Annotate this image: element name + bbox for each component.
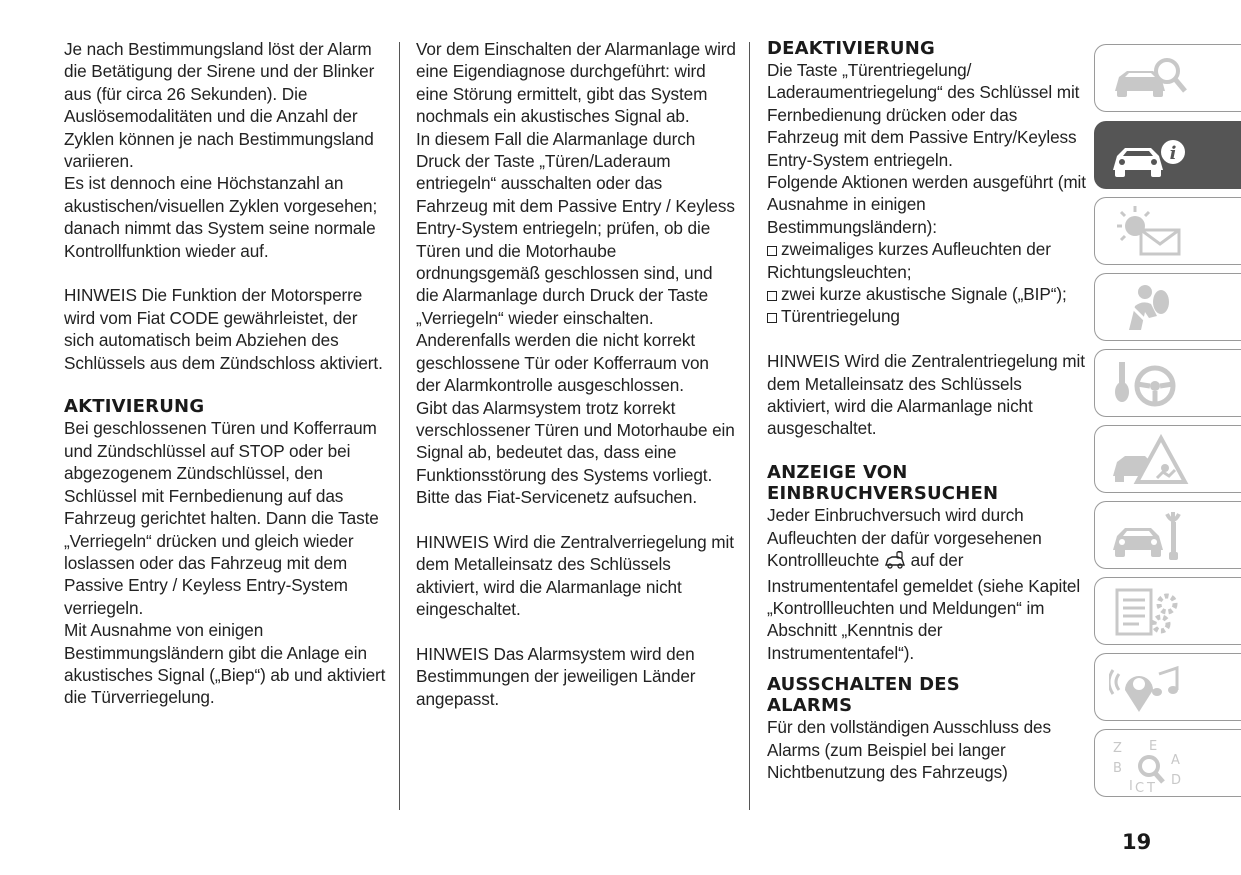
paragraph: Je nach Bestimmungsland löst der Alarm die Betätigung der Sirene und der Blinker aus (für circa 26 Sekunden). Die Auslösemodalitäten und die Anzahl der Zyklen können je nach Bestimmungsland variieren. xyxy=(64,39,375,172)
section-heading-aktivierung: AKTIVIERUNG xyxy=(64,396,205,418)
chapter-tab-9[interactable] xyxy=(1094,653,1241,721)
column-1 xyxy=(64,38,386,709)
section-heading-deaktivierung: DEAKTIVIERUNG xyxy=(767,38,935,59)
note-paragraph: HINWEIS Die Funktion der Motorsperre wird vom Fiat CODE gewährleistet, der sich automatisch beim Abziehen des Schlüssels aus dem Zündschloss aktiviert. xyxy=(64,285,383,373)
paragraph: Die Taste „Türentriegelung/ Laderaumentriegelung“ des Schlüssel mit Fernbedienung drücken oder das Fahrzeug mit dem Passive Entry/Keyless Entry-System entriegeln. xyxy=(767,60,1080,170)
svg-text:E: E xyxy=(1149,739,1158,754)
column-2 xyxy=(416,38,738,710)
light-envelope-icon xyxy=(1109,204,1189,260)
paragraph: Für den vollständigen Ausschluss des Alarms (zum Beispiel bei langer Nichtbenutzung des Fahrzeugs) xyxy=(767,717,1051,782)
svg-text:I: I xyxy=(1129,779,1133,792)
section-heading-ausschalten: AUSSCHALTEN DES ALARMS xyxy=(767,674,960,717)
chapter-tab-6[interactable] xyxy=(1094,425,1241,493)
svg-text:A: A xyxy=(1171,753,1180,768)
section-heading-anzeige: ANZEIGE VON EINBRUCHVERSUCHEN xyxy=(767,462,999,505)
column-divider-right xyxy=(749,42,750,810)
chapter-tab-4[interactable] xyxy=(1094,273,1241,341)
svg-text:i: i xyxy=(1169,143,1177,164)
svg-text:Z: Z xyxy=(1113,741,1122,756)
paragraph: Es ist dennoch eine Höchstanzahl an akustischen/visuellen Zyklen vorgesehen; danach nimmt das System seine normale Kontrollfunktion wieder auf. xyxy=(64,173,378,261)
list-item: Türentriegelung xyxy=(767,305,1089,327)
paragraph: Bei geschlossenen Türen und Kofferraum und Zündschlüssel auf STOP oder bei abgezogenem Zündschlüssel, den Schlüssel mit Fernbedienung auf das Fahrzeug gerichtet halten. Dann die Taste „Verriegeln“ drücken und gleich wieder loslassen oder das Fahrzeug mit dem Passive Entry / Keyless Entry-System verriegeln. xyxy=(64,418,379,618)
car-warning-icon xyxy=(1109,432,1189,488)
car-search-icon xyxy=(1109,51,1189,107)
svg-text:B: B xyxy=(1113,761,1122,776)
paragraph: Folgende Aktionen werden ausgeführt (mit Ausnahme in einigen Bestimmungsländern): xyxy=(767,172,1086,237)
car-wrench-icon xyxy=(1109,508,1189,564)
chapter-tab-5[interactable] xyxy=(1094,349,1241,417)
list-gears-icon xyxy=(1109,584,1189,640)
paragraph: Anderenfalls werden die nicht korrekt geschlossene Tür oder Kofferraum von der Alarmkontrolle ausgeschlossen. xyxy=(416,330,709,396)
note-paragraph: HINWEIS Wird die Zentralverriegelung mit dem Metalleinsatz des Schlüssels aktiviert, wird die Alarmanlage nicht eingeschaltet. xyxy=(416,531,734,620)
chapter-tab-7[interactable] xyxy=(1094,501,1241,569)
column-divider-left xyxy=(399,42,400,810)
paragraph: Vor dem Einschalten der Alarmanlage wird eine Eigendiagnose durchgeführt: wird eine Störung ermittelt, gibt das System nochmals ein akustisches Signal ab. xyxy=(416,39,736,127)
paragraph: Mit Ausnahme von einigen Bestimmungsländern gibt die Anlage ein akustisches Signal („Biep“) ab und aktiviert die Türverriegelung. xyxy=(64,620,386,708)
bullet-square-icon xyxy=(767,246,777,256)
svg-text:D: D xyxy=(1171,773,1182,788)
paragraph: Gibt das Alarmsystem trotz korrekt verschlossener Türen und Motorhaube ein Signal ab, bedeutet das, dass eine Funktionsstörung des Systems vorliegt. Bitte das Fiat-Servicenetz aufsuchen. xyxy=(416,397,735,508)
svg-text:T: T xyxy=(1147,781,1155,792)
key-steering-icon xyxy=(1109,356,1189,412)
chapter-tab-8[interactable] xyxy=(1094,577,1241,645)
car-info-icon xyxy=(1109,128,1189,184)
note-paragraph: HINWEIS Das Alarmsystem wird den Bestimmungen der jeweiligen Länder angepasst. xyxy=(416,643,696,709)
media-navigation-icon xyxy=(1109,660,1189,716)
airbag-person-icon xyxy=(1109,280,1189,336)
column-3 xyxy=(767,38,1089,783)
car-alarm-warning-icon xyxy=(884,551,906,574)
svg-text:C: C xyxy=(1135,781,1145,792)
bullet-square-icon xyxy=(767,313,777,323)
chapter-tab-10[interactable] xyxy=(1094,729,1241,797)
chapter-tab-1[interactable] xyxy=(1094,44,1241,112)
list-item: zwei kurze akustische Signale („BIP“); xyxy=(767,283,1089,305)
bullet-square-icon xyxy=(767,291,777,301)
note-paragraph: HINWEIS Wird die Zentralentriegelung mit dem Metalleinsatz des Schlüssels aktiviert, wird die Alarmanlage nicht ausgeschaltet. xyxy=(767,351,1085,439)
page-number: 19 xyxy=(1122,830,1152,854)
alphabet-search-icon xyxy=(1109,736,1189,792)
paragraph: Jeder Einbruchversuch wird durch Aufleuchten der dafür vorgesehenen Kontrollleuchte auf der Instrumententafel gemeldet (siehe Kapitel „Kontrollleuchten und Meldungen“ im Abschnitt „Kenntnis der Instrumententafel“). xyxy=(767,505,1081,663)
chapter-tab-2-active[interactable] xyxy=(1094,121,1241,189)
list-item: zweimaliges kurzes Aufleuchten der Richtungsleuchten; xyxy=(767,239,1051,282)
paragraph: In diesem Fall die Alarmanlage durch Druck der Taste „Türen/Laderaum entriegeln“ ausschalten oder das Fahrzeug mit dem Passive Entry / Keyless Entry-System entriegeln; prüfen, ob die Türen und die Motorhaube ordnungsgemäß geschlossen sind, und die Alarmanlage durch Druck der Taste „Verriegeln“ wieder einschalten. xyxy=(416,128,735,328)
chapter-tab-3[interactable] xyxy=(1094,197,1241,265)
